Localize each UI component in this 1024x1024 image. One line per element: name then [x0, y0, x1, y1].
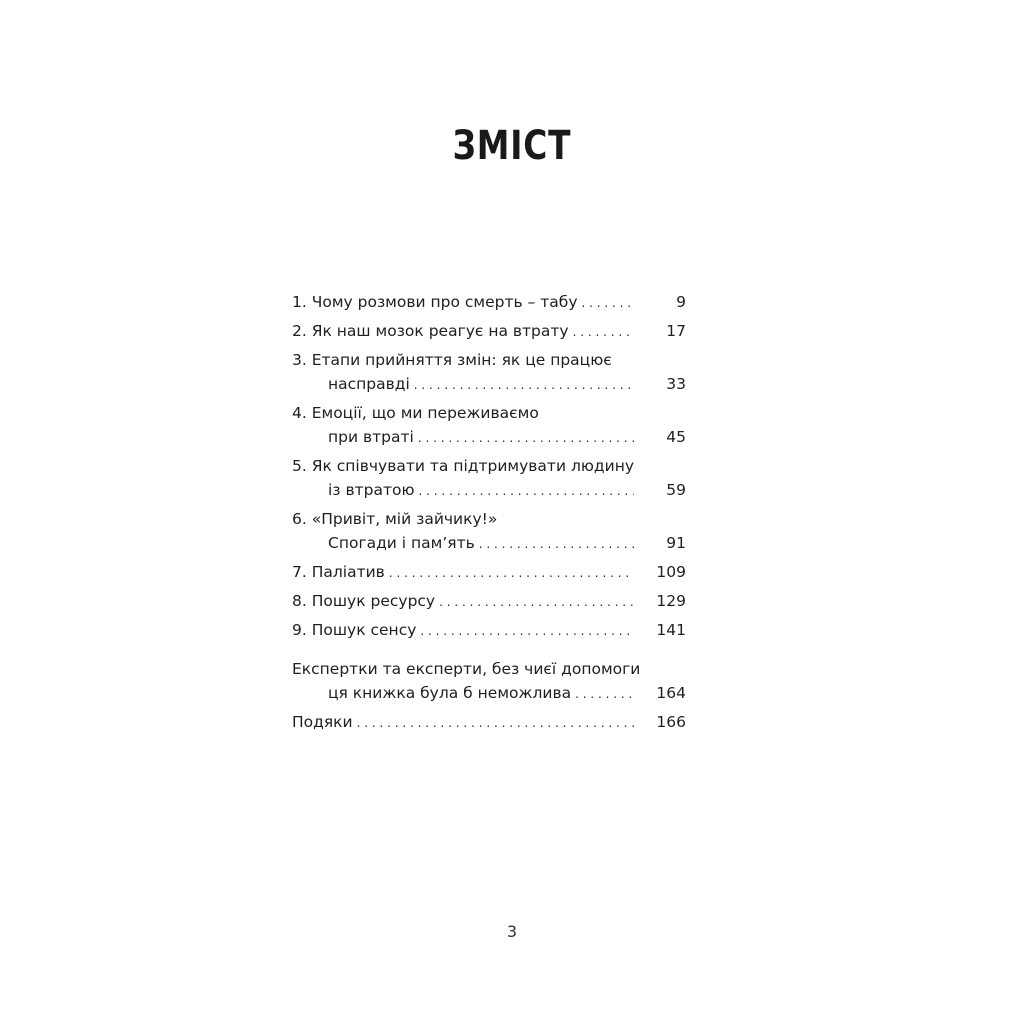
toc-entry-title-line2: при втраті [328, 428, 414, 446]
page-title: ЗМІСТ [452, 123, 572, 169]
toc-entry-page: 164 [656, 684, 686, 702]
toc-entry-page: 129 [656, 592, 686, 610]
dot-leader [582, 290, 635, 315]
dot-leader [575, 681, 634, 706]
table-of-contents [292, 290, 686, 739]
toc-entry-page: 141 [656, 621, 686, 639]
toc-entry-6 [292, 507, 686, 556]
toc-entry-title: 2. Як наш мозок реагує на втрату [292, 322, 569, 340]
page-number: 3 [506, 922, 518, 941]
toc-entry-page: 166 [656, 713, 686, 731]
toc-entry-title-line2: Спогади і пам’ять [328, 534, 475, 552]
toc-entry-title-line2: ця книжка була б неможлива [328, 684, 572, 702]
toc-entry-page: 45 [666, 428, 686, 446]
toc-entry-page: 109 [656, 563, 686, 581]
toc-entry-title-line2: із втратою [328, 481, 415, 499]
toc-entry-7 [292, 560, 686, 585]
toc-entry-page: 91 [666, 534, 686, 552]
toc-entry-8 [292, 589, 686, 614]
toc-entry-title: 7. Паліатив [292, 563, 385, 581]
dot-leader [439, 589, 634, 614]
toc-entry-title: Подяки [292, 713, 353, 731]
toc-entry-title-line1: 5. Як співчувати та підтримувати людину [292, 457, 634, 475]
toc-entry-title: 1. Чому розмови про смерть – табу [292, 293, 578, 311]
toc-entry-title: 9. Пошук сенсу [292, 621, 417, 639]
toc-entry-page: 33 [666, 375, 686, 393]
toc-entry-title: 8. Пошук ресурсу [292, 592, 436, 610]
toc-entry-title-line1: Експертки та експерти, без чиєї допомоги [292, 660, 641, 678]
dot-leader [389, 560, 634, 585]
toc-entry-title-line1: 3. Етапи прийняття змін: як це працює [292, 351, 612, 369]
toc-entry-title-line2: насправді [328, 375, 410, 393]
toc-entry-2 [292, 319, 686, 344]
toc-entry-page: 59 [666, 481, 686, 499]
dot-leader [420, 618, 634, 643]
toc-entry-title-line1: 6. «Привіт, мій зайчику!» [292, 510, 498, 528]
dot-leader [419, 478, 634, 503]
toc-entry-thanks [292, 710, 686, 735]
dot-leader [418, 425, 634, 450]
toc-entry-page: 9 [676, 293, 686, 311]
toc-entry-3 [292, 348, 686, 397]
dot-leader [573, 319, 634, 344]
toc-entry-experts [292, 657, 686, 706]
dot-leader [357, 710, 634, 735]
toc-entry-title-line1: 4. Емоції, що ми переживаємо [292, 404, 539, 422]
dot-leader [479, 531, 634, 556]
toc-entry-5 [292, 454, 686, 503]
toc-entry-1 [292, 290, 686, 315]
toc-entry-4 [292, 401, 686, 450]
dot-leader [414, 372, 634, 397]
toc-entry-page: 17 [666, 322, 686, 340]
toc-entry-9 [292, 618, 686, 643]
